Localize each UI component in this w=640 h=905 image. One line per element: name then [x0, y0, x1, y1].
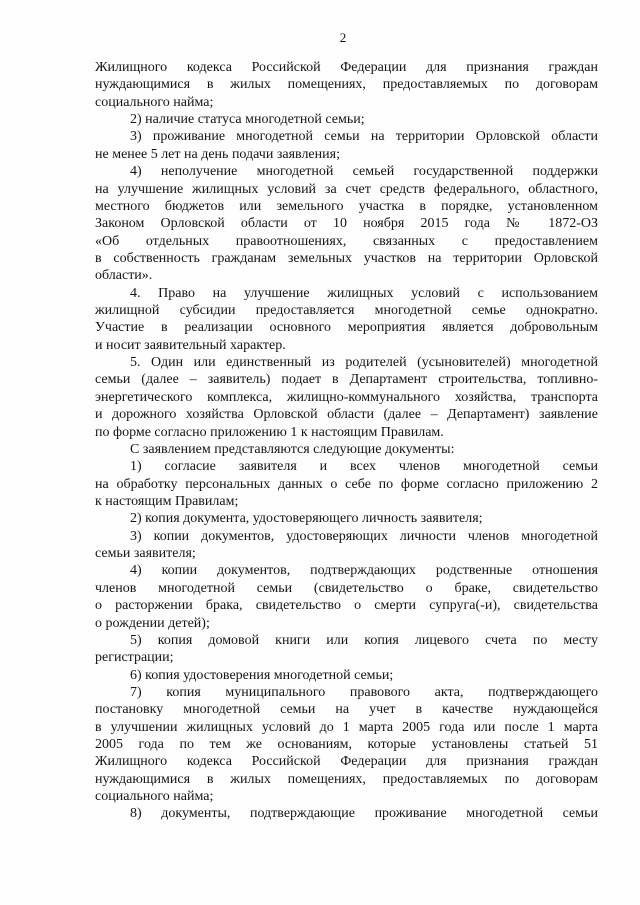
text-line: Законом Орловской области от 10 ноября 2015 года № 1872-ОЗ	[95, 216, 598, 232]
text-line: социального найма;	[95, 94, 214, 110]
text-line: С заявлением представляются следующие документы:	[130, 441, 455, 457]
text-line: о рождении детей);	[95, 615, 210, 631]
text-line: 1) согласие заявителя и всех членов многодетной семьи	[130, 459, 598, 475]
text-line: 2) копия документа, удостоверяющего личность заявителя;	[130, 511, 483, 527]
paragraph	[95, 111, 598, 128]
text-line: 7) копия муниципального правового акта, подтверждающего	[130, 684, 598, 700]
text-line: 8) документы, подтверждающие проживание многодетной семьи	[130, 806, 598, 822]
text-line: энергетического комплекса, жилищно-коммунального хозяйства, транспорта	[95, 389, 598, 405]
paragraph	[95, 528, 598, 563]
paragraph	[95, 128, 598, 163]
text-line: по форме согласно приложению 1 к настоящим Правилам.	[95, 424, 444, 440]
text-line: социального найма;	[95, 789, 214, 805]
text-line: к настоящим Правилам;	[95, 493, 239, 509]
text-line: 2005 года по тем же основаниям, которые установлены статьей 51	[95, 737, 598, 753]
text-line: не менее 5 лет на день подачи заявления;	[95, 146, 340, 162]
text-line: семьи (далее – заявитель) подает в Департамент строительства, топливно-	[95, 372, 598, 388]
text-line: «Об отдельных правоотношениях, связанных с предоставлением	[95, 233, 598, 249]
paragraph	[95, 354, 598, 441]
text-line: нуждающимися в жилых помещениях, предоставляемых по договорам	[95, 77, 598, 93]
paragraph	[95, 285, 598, 354]
text-line: и носит заявительный характер.	[95, 337, 286, 353]
paragraph	[95, 441, 598, 458]
text-line: Жилищного кодекса Российской Федерации для признания граждан	[95, 60, 598, 75]
paragraph	[95, 805, 598, 822]
text-line: 2) наличие статуса многодетной семьи;	[130, 112, 365, 128]
paragraph	[95, 510, 598, 527]
paragraph	[95, 163, 598, 285]
text-line: регистрации;	[95, 650, 174, 666]
paragraph	[95, 562, 598, 631]
text-line: на обработку персональных данных о себе по форме согласно приложению 2	[95, 476, 598, 492]
text-line: в улучшении жилищных условий до 1 марта 2005 года или после 1 марта	[95, 719, 598, 735]
text-line: в собственность гражданам земельных участков на территории Орловской	[95, 250, 598, 266]
text-line: жилищной субсидии предоставляется многодетной семье однократно.	[95, 303, 598, 319]
text-line: 5) копия домовой книги или копия лицевого счета по месту	[130, 632, 598, 648]
text-line: о расторжении брака, свидетельство о смерти супруга(-и), свидетельства	[95, 598, 598, 614]
paragraph	[95, 59, 598, 111]
text-line: постановку многодетной семьи на учет в качестве нуждающейся	[95, 702, 598, 718]
text-line: членов многодетной семьи (свидетельство о браке, свидетельство	[95, 580, 598, 596]
text-line: 4) копии документов, подтверждающих родственные отношения	[130, 563, 598, 579]
text-line: на улучшение жилищных условий за счет средств федерального, областного,	[95, 181, 598, 197]
paragraph	[95, 632, 598, 667]
text-line: 5. Один или единственный из родителей (усыновителей) многодетной	[130, 355, 598, 371]
text-line: 3) копии документов, удостоверяющих личности членов многодетной	[130, 528, 598, 544]
page-number: 2	[339, 30, 347, 45]
text-line: семьи заявителя;	[95, 546, 196, 562]
text-line: Участие в реализации основного мероприятия является добровольным	[95, 320, 598, 336]
text-line: Жилищного кодекса Российской Федерации для признания граждан	[95, 754, 598, 770]
paragraph	[95, 458, 598, 510]
paragraph	[95, 684, 598, 806]
text-line: области».	[95, 268, 153, 284]
text-line: 3) проживание многодетной семьи на территории Орловской области	[130, 129, 598, 145]
text-line: 4) неполучение многодетной семьей государственной поддержки	[130, 164, 598, 180]
document-body	[95, 59, 598, 823]
paragraph	[95, 667, 598, 684]
text-line: 4. Право на улучшение жилищных условий с использованием	[130, 285, 598, 301]
text-line: и дорожного хозяйства Орловской области (далее – Департамент) заявление	[95, 407, 598, 423]
text-line: нуждающимися в жилых помещениях, предоставляемых по договорам	[95, 771, 598, 787]
text-line: 6) копия удостоверения многодетной семьи;	[130, 667, 394, 683]
text-line: местного бюджетов или земельного участка в порядке, установленном	[95, 198, 598, 214]
